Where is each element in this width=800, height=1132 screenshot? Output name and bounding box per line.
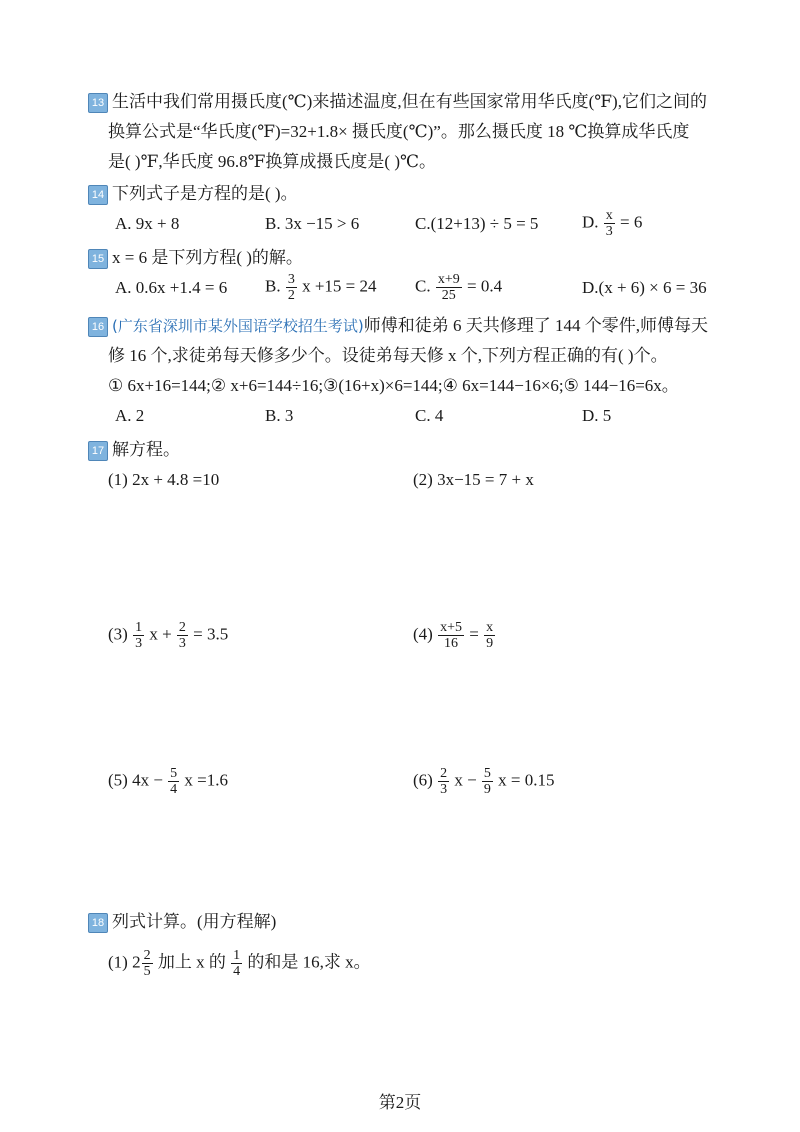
option-rest: = 6	[620, 212, 643, 232]
question-number-badge: 15	[88, 249, 108, 269]
equation-part: x =1.6	[184, 770, 229, 790]
equation-5	[108, 766, 228, 797]
fraction	[177, 620, 188, 651]
equation-part: = 3.5	[193, 624, 229, 644]
question-13-line-3: 是( )℉,华氏度 96.8℉换算成摄氏度是( )℃。	[108, 152, 437, 171]
equation-2: (2) 3x−15 = 7 + x	[413, 470, 534, 489]
fraction	[484, 620, 495, 651]
equation-label: (4)	[413, 624, 433, 644]
option-b: B. 3	[265, 406, 294, 425]
option-rest: = 0.4	[467, 276, 503, 296]
denominator: 3	[135, 636, 143, 651]
numerator: 1	[233, 948, 241, 963]
source-citation: (广东省深圳市某外国语学校招生考试)	[112, 317, 364, 335]
word-problem-1	[108, 948, 371, 979]
numerator: 2	[143, 948, 151, 963]
equation-part: x −	[454, 770, 477, 790]
denominator: 16	[444, 636, 459, 651]
numerator: x+5	[440, 620, 462, 635]
equation-4	[413, 620, 496, 651]
question-text: 列式计算。(用方程解)	[112, 912, 277, 931]
denominator: 25	[441, 288, 456, 303]
question-18	[88, 910, 276, 934]
numerator: 1	[135, 620, 143, 635]
question-number-badge: 18	[88, 913, 108, 933]
equation-label: (6)	[413, 770, 433, 790]
fraction	[438, 766, 449, 797]
fraction	[231, 948, 242, 979]
question-15	[88, 246, 303, 270]
option-c: C.(12+13) ÷ 5 = 5	[415, 214, 539, 233]
numerator: x	[605, 208, 613, 223]
denominator: 3	[178, 636, 186, 651]
option-b	[265, 272, 377, 303]
option-c: C. 4	[415, 406, 444, 425]
option-d: D.(x + 6) × 6 = 36	[582, 278, 707, 297]
denominator: 4	[233, 964, 241, 979]
option-a: A. 0.6x +1.4 = 6	[115, 278, 228, 297]
problem-part: 加上 x 的	[157, 952, 226, 972]
page-number: 第2页	[378, 1093, 422, 1112]
question-number-badge: 14	[88, 185, 108, 205]
question-text: 生活中我们常用摄氏度(℃)来描述温度,但在有些国家常用华氏度(℉),它们之间的	[112, 92, 707, 111]
fraction	[438, 620, 464, 651]
fraction	[133, 620, 144, 651]
fraction	[168, 766, 179, 797]
question-13	[88, 90, 707, 114]
fraction	[142, 948, 153, 979]
question-13-line-2: 换算公式是“华氏度(℉)=32+1.8× 摄氏度(℃)”。那么摄氏度 18 ℃换算成华氏度	[108, 122, 690, 141]
denominator: 5	[143, 964, 151, 979]
question-text: 解方程。	[112, 440, 180, 459]
equation-part: =	[469, 624, 479, 644]
denominator: 2	[287, 288, 295, 303]
question-text: x = 6 是下列方程( )的解。	[112, 248, 303, 267]
question-number-badge: 17	[88, 441, 108, 461]
option-a: A. 9x + 8	[115, 214, 180, 233]
denominator: 9	[483, 782, 491, 797]
equation-1: (1) 2x + 4.8 =10	[108, 470, 220, 489]
numerator: 5	[170, 766, 178, 781]
numerator: 5	[483, 766, 491, 781]
denominator: 4	[170, 782, 178, 797]
question-14	[88, 182, 298, 206]
equation-part: x = 0.15	[498, 770, 555, 790]
question-text: 师傅和徒弟 6 天共修理了 144 个零件,师傅每天	[363, 316, 708, 335]
equation-3	[108, 620, 228, 651]
option-a: A. 2	[115, 406, 145, 425]
denominator: 3	[605, 224, 613, 239]
question-16-line-3: ① 6x+16=144;② x+6=144÷16;③(16+x)×6=144;④ 6x=144−16×6;⑤ 144−16=6x。	[108, 376, 679, 395]
numerator: 2	[440, 766, 448, 781]
question-16-line-2: 修 16 个,求徒弟每天修多少个。设徒弟每天修 x 个,下列方程正确的有( )个。	[108, 346, 668, 365]
option-b: B. 3x −15 > 6	[265, 214, 360, 233]
problem-label: (1) 2	[108, 952, 141, 972]
fraction	[604, 208, 615, 239]
question-17	[88, 438, 180, 462]
option-d: D. 5	[582, 406, 612, 425]
question-text: 下列式子是方程的是( )。	[112, 184, 298, 203]
option-label: B.	[265, 276, 281, 296]
denominator: 9	[486, 636, 494, 651]
numerator: 2	[178, 620, 186, 635]
numerator: x+9	[437, 272, 460, 287]
equation-label: (5) 4x −	[108, 770, 163, 790]
option-c	[415, 272, 502, 303]
option-rest: x +15 = 24	[302, 276, 377, 296]
equation-6	[413, 766, 555, 797]
question-number-badge: 13	[88, 93, 108, 113]
denominator: 3	[440, 782, 448, 797]
numerator: 3	[287, 272, 295, 287]
question-16	[88, 314, 708, 338]
question-number-badge: 16	[88, 317, 108, 337]
option-d	[582, 208, 642, 239]
fraction	[286, 272, 297, 303]
option-label: C.	[415, 276, 431, 296]
equation-label: (3)	[108, 624, 128, 644]
equation-part: x +	[149, 624, 172, 644]
option-label: D.	[582, 212, 599, 232]
fraction	[436, 272, 462, 303]
problem-part: 的和是 16,求 x。	[247, 952, 371, 972]
numerator: x	[486, 620, 494, 635]
fraction	[482, 766, 493, 797]
